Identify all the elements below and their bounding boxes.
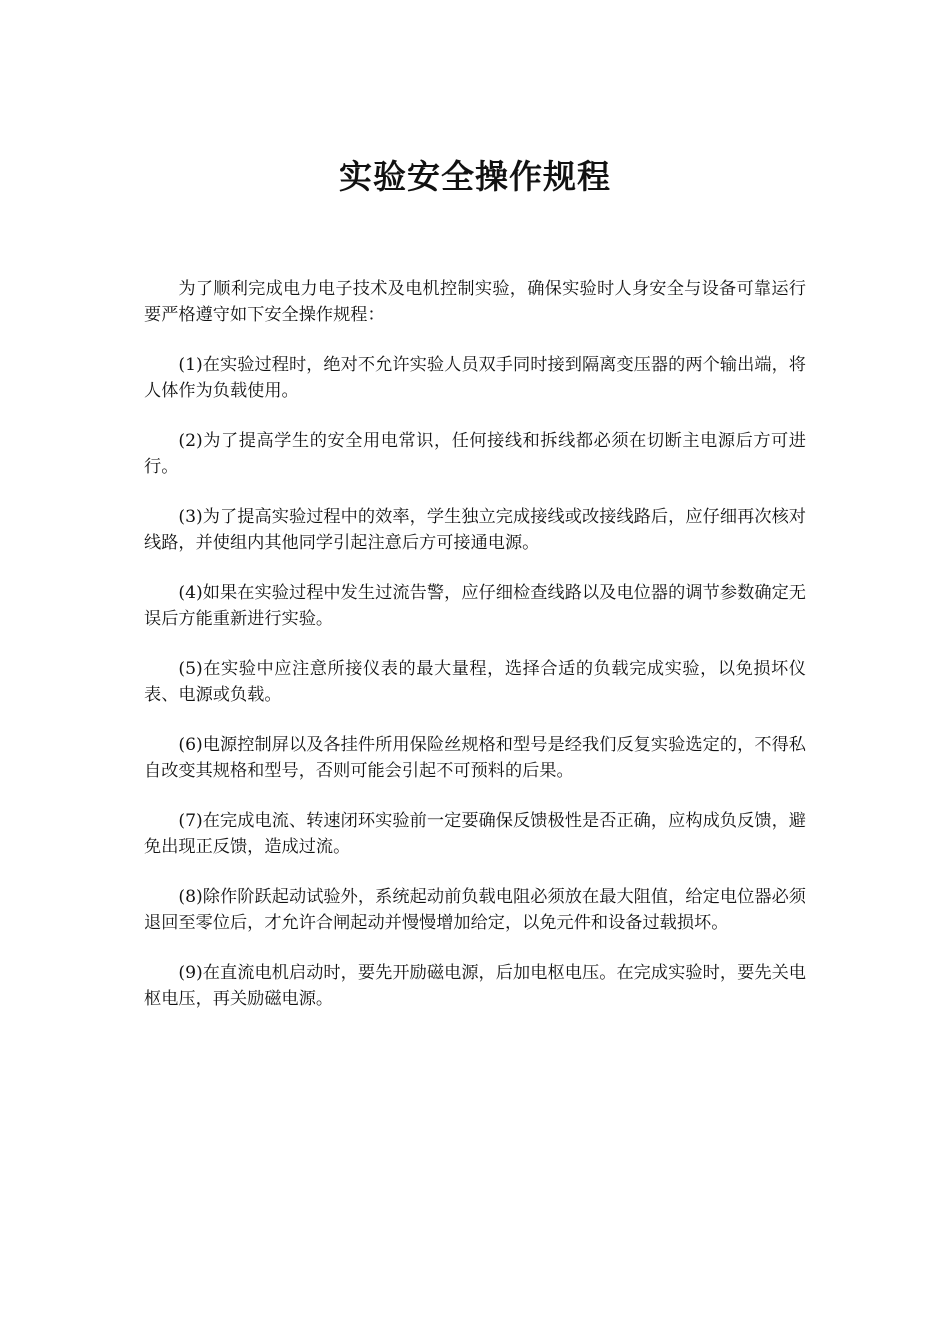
intro-paragraph: 为了顺利完成电力电子技术及电机控制实验，确保实验时人身安全与设备可靠运行要严格遵守如下安全操作规程： <box>144 279 806 325</box>
page-title: 实验安全操作规程 <box>339 157 611 196</box>
rule-8-paragraph: (8)除作阶跃起动试验外，系统起动前负载电阻必须放在最大阻值，给定电位器必须退回至零位后，才允许合闸起动并慢慢增加给定，以免元件和设备过载损坏。 <box>144 887 806 933</box>
rule-9-paragraph: (9)在直流电机启动时，要先开励磁电源，后加电枢电压。在完成实验时，要先关电枢电压，再关励磁电源。 <box>144 963 806 1009</box>
rule-1-paragraph: (1)在实验过程时，绝对不允许实验人员双手同时接到隔离变压器的两个输出端，将人体作为负载使用。 <box>144 355 806 401</box>
rule-3-paragraph: (3)为了提高实验过程中的效率，学生独立完成接线或改接线路后，应仔细再次核对线路，并使组内其他同学引起注意后方可接通电源。 <box>144 507 806 553</box>
rule-6-paragraph: (6)电源控制屏以及各挂件所用保险丝规格和型号是经我们反复实验选定的，不得私自改变其规格和型号，否则可能会引起不可预料的后果。 <box>144 735 806 781</box>
rule-2-paragraph: (2)为了提高学生的安全用电常识，任何接线和拆线都必须在切断主电源后方可进行。 <box>144 431 806 477</box>
rule-7-paragraph: (7)在完成电流、转速闭环实验前一定要确保反馈极性是否正确，应构成负反馈，避免出现正反馈，造成过流。 <box>144 811 806 857</box>
rule-5-paragraph: (5)在实验中应注意所接仪表的最大量程，选择合适的负载完成实验，以免损坏仪表、电源或负载。 <box>144 659 806 705</box>
document-body <box>144 276 806 1036</box>
rule-4-paragraph: (4)如果在实验过程中发生过流告警，应仔细检查线路以及电位器的调节参数确定无误后方能重新进行实验。 <box>144 583 806 629</box>
